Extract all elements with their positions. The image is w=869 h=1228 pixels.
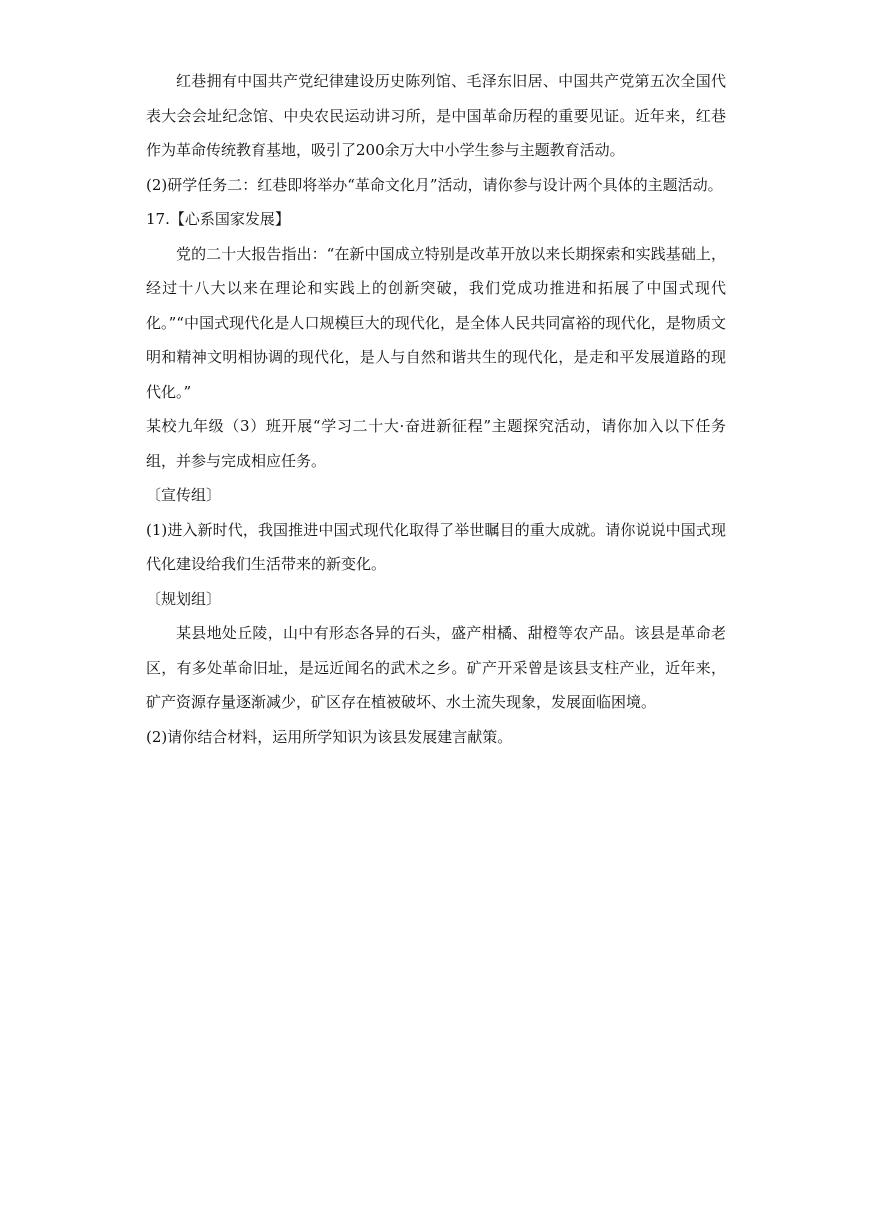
passage-red-lane: 红巷拥有中国共产党纪律建设历史陈列馆、毛泽东旧居、中国共产党第五次全国代表大会会址纪念馆、中央农民运动讲习所，是中国革命历程的重要见证。近年来，红巷作为革命传统教育基地，吸引了200余万大中小学生参与主题教育活动。 [146, 72, 726, 159]
passage-county: 某县地处丘陵，山中有形态各异的石头，盛产柑橘、甜橙等农产品。该县是革命老区，有多处革命旧址，是远近闻名的武术之乡。矿产开采曾是该县支柱产业，近年来，矿产资源存量逐渐减少，矿区存在植被破坏、水土流失现象，发展面临困境。 [146, 624, 726, 711]
activity-intro: 某校九年级（3）班开展“学习二十大·奋进新征程”主题探究活动，请你加入以下任务组，并参与完成相应任务。 [146, 417, 726, 470]
question-1-publicity: (1)进入新时代，我国推进中国式现代化取得了举世瞩目的重大成就。请你说说中国式现代化建设给我们生活带来的新变化。 [146, 520, 726, 573]
passage-party-report: 党的二十大报告指出：“在新中国成立特别是改革开放以来长期探索和实践基础上，经过十八大以来在理论和实践上的创新突破，我们党成功推进和拓展了中国式现代化。”“中国式现代化是人口规模巨大的现代化，是全体人民共同富裕的现代化，是物质文明和精神文明相协调的现代化，是人与自然和谐共生的现代化，是走和平发展道路的现代化。” [146, 244, 726, 401]
question-17-heading: 17.【心系国家发展】 [146, 210, 290, 228]
document-body [146, 64, 726, 754]
question-2-planning: (2)请你结合材料，运用所学知识为该县发展建言献策。 [146, 727, 513, 746]
group-label-publicity: 〔宣传组〕 [146, 486, 222, 504]
group-label-planning: 〔规划组〕 [146, 589, 222, 608]
question-2-research-task: (2)研学任务二：红巷即将举办“革命文化月”活动，请你参与设计两个具体的主题活动。 [146, 175, 723, 194]
